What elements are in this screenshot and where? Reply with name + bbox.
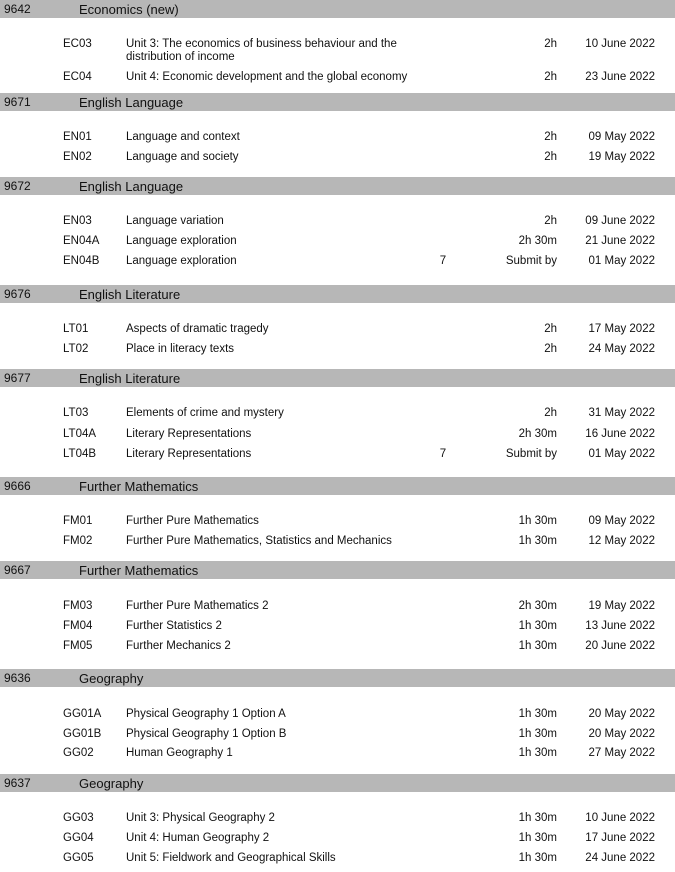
paper-date: 20 June 2022 xyxy=(585,640,655,652)
section-header xyxy=(0,369,675,387)
paper-title: Literary Representations xyxy=(126,448,252,460)
section-code: 9667 xyxy=(4,563,31,577)
paper-date: 24 May 2022 xyxy=(588,343,655,355)
paper-duration: Submit by xyxy=(505,255,557,267)
table-row xyxy=(0,600,675,616)
paper-title: Physical Geography 1 Option A xyxy=(126,708,286,720)
paper-code: GG05 xyxy=(63,852,94,864)
paper-code: EN04A xyxy=(63,235,100,247)
section-code: 9677 xyxy=(4,371,31,385)
paper-code: GG01A xyxy=(63,708,102,720)
table-row xyxy=(0,448,675,464)
table-row xyxy=(0,747,675,763)
paper-code: LT03 xyxy=(63,407,89,419)
paper-date: 27 May 2022 xyxy=(588,747,655,759)
paper-code: LT04B xyxy=(63,448,97,460)
paper-date: 20 May 2022 xyxy=(588,708,655,720)
paper-code: GG01B xyxy=(63,728,102,740)
paper-date: 17 May 2022 xyxy=(588,323,655,335)
paper-date: 19 May 2022 xyxy=(588,600,655,612)
paper-code: GG03 xyxy=(63,812,94,824)
paper-duration: 1h 30m xyxy=(518,747,557,759)
section-code: 9636 xyxy=(4,671,31,685)
table-row xyxy=(0,151,675,167)
paper-marks: 7 xyxy=(439,448,447,460)
section-header xyxy=(0,669,675,687)
section-name: English Language xyxy=(79,179,184,194)
paper-duration: 2h xyxy=(544,131,557,143)
paper-code: EC04 xyxy=(63,71,92,83)
paper-title: Language exploration xyxy=(126,255,237,267)
table-row xyxy=(0,38,675,63)
paper-date: 17 June 2022 xyxy=(585,832,655,844)
paper-code: FM02 xyxy=(63,535,93,547)
paper-title: Language and society xyxy=(126,151,239,163)
paper-code: EN02 xyxy=(63,151,92,163)
table-row xyxy=(0,620,675,636)
table-row xyxy=(0,323,675,339)
section-code: 9642 xyxy=(4,2,31,16)
paper-duration: 2h xyxy=(544,71,557,83)
paper-date: 20 May 2022 xyxy=(588,728,655,740)
paper-code: EN01 xyxy=(63,131,92,143)
table-row xyxy=(0,215,675,231)
paper-title: Further Pure Mathematics, Statistics and Mechanics xyxy=(126,535,392,547)
section-name: English Literature xyxy=(79,371,181,386)
section-header xyxy=(0,774,675,792)
paper-date: 19 May 2022 xyxy=(588,151,655,163)
section-name: English Language xyxy=(79,95,184,110)
paper-title: Language variation xyxy=(126,215,224,227)
table-row xyxy=(0,235,675,251)
table-row xyxy=(0,343,675,359)
paper-duration: 2h xyxy=(544,343,557,355)
table-row xyxy=(0,535,675,551)
paper-code: EN03 xyxy=(63,215,92,227)
table-row xyxy=(0,728,675,744)
paper-duration: Submit by xyxy=(505,448,557,460)
paper-title: Further Pure Mathematics 2 xyxy=(126,600,269,612)
section-header xyxy=(0,93,675,111)
paper-title: Unit 4: Human Geography 2 xyxy=(126,832,270,844)
paper-title: Human Geography 1 xyxy=(126,747,233,759)
table-row xyxy=(0,708,675,724)
paper-title: Unit 3: Physical Geography 2 xyxy=(126,812,275,824)
paper-title: Aspects of dramatic tragedy xyxy=(126,323,269,335)
paper-duration: 1h 30m xyxy=(518,620,557,632)
section-header xyxy=(0,177,675,195)
paper-code: FM03 xyxy=(63,600,93,612)
paper-title: Literary Representations xyxy=(126,428,252,440)
section-header xyxy=(0,477,675,495)
section-code: 9666 xyxy=(4,479,31,493)
section-name: Further Mathematics xyxy=(79,479,199,494)
paper-duration: 1h 30m xyxy=(518,728,557,740)
paper-code: EN04B xyxy=(63,255,100,267)
paper-date: 09 June 2022 xyxy=(585,215,655,227)
paper-duration: 2h 30m xyxy=(518,235,557,247)
paper-duration: 2h xyxy=(544,215,557,227)
paper-date: 09 May 2022 xyxy=(588,131,655,143)
paper-date: 24 June 2022 xyxy=(585,852,655,864)
section-code: 9672 xyxy=(4,179,31,193)
paper-date: 09 May 2022 xyxy=(588,515,655,527)
paper-date: 01 May 2022 xyxy=(588,255,655,267)
paper-code: LT04A xyxy=(63,428,97,440)
section-code: 9671 xyxy=(4,95,31,109)
paper-title: Unit 3: The economics of business behaviour and the distribution of income xyxy=(126,38,397,63)
paper-code: FM01 xyxy=(63,515,93,527)
paper-marks: 7 xyxy=(439,255,447,267)
section-name: Geography xyxy=(79,671,144,686)
paper-date: 23 June 2022 xyxy=(585,71,655,83)
section-name: Further Mathematics xyxy=(79,563,199,578)
table-row xyxy=(0,71,675,87)
paper-duration: 1h 30m xyxy=(518,812,557,824)
paper-duration: 2h 30m xyxy=(518,600,557,612)
paper-title: Language exploration xyxy=(126,235,237,247)
paper-code: LT02 xyxy=(63,343,89,355)
paper-duration: 1h 30m xyxy=(518,640,557,652)
paper-title: Place in literacy texts xyxy=(126,343,235,355)
paper-duration: 1h 30m xyxy=(518,832,557,844)
paper-duration: 1h 30m xyxy=(518,515,557,527)
paper-title: Physical Geography 1 Option B xyxy=(126,728,287,740)
paper-title: Unit 4: Economic development and the global economy xyxy=(126,71,408,83)
table-row xyxy=(0,255,675,271)
table-row xyxy=(0,407,675,423)
paper-duration: 1h 30m xyxy=(518,852,557,864)
paper-title: Further Pure Mathematics xyxy=(126,515,259,527)
section-code: 9637 xyxy=(4,776,31,790)
table-row xyxy=(0,640,675,656)
section-header xyxy=(0,285,675,303)
section-header xyxy=(0,561,675,579)
section-name: English Literature xyxy=(79,287,181,302)
paper-title: Language and context xyxy=(126,131,240,143)
paper-duration: 1h 30m xyxy=(518,535,557,547)
paper-title: Further Statistics 2 xyxy=(126,620,222,632)
section-name: Economics (new) xyxy=(79,2,179,17)
table-row xyxy=(0,515,675,531)
paper-duration: 1h 30m xyxy=(518,708,557,720)
paper-date: 10 June 2022 xyxy=(585,38,655,50)
table-row xyxy=(0,852,675,868)
paper-date: 16 June 2022 xyxy=(585,428,655,440)
paper-code: FM05 xyxy=(63,640,93,652)
paper-duration: 2h xyxy=(544,407,557,419)
paper-code: GG04 xyxy=(63,832,94,844)
section-name: Geography xyxy=(79,776,144,791)
paper-title: Further Mechanics 2 xyxy=(126,640,231,652)
paper-date: 21 June 2022 xyxy=(585,235,655,247)
paper-date: 13 June 2022 xyxy=(585,620,655,632)
paper-date: 01 May 2022 xyxy=(588,448,655,460)
paper-date: 31 May 2022 xyxy=(588,407,655,419)
table-row xyxy=(0,131,675,147)
table-row xyxy=(0,812,675,828)
paper-duration: 2h xyxy=(544,38,557,50)
table-row xyxy=(0,428,675,444)
paper-duration: 2h xyxy=(544,151,557,163)
paper-title: Unit 5: Fieldwork and Geographical Skills xyxy=(126,852,336,864)
paper-code: GG02 xyxy=(63,747,94,759)
paper-code: LT01 xyxy=(63,323,89,335)
table-row xyxy=(0,832,675,848)
section-header xyxy=(0,0,675,18)
paper-code: EC03 xyxy=(63,38,92,50)
paper-date: 12 May 2022 xyxy=(588,535,655,547)
section-code: 9676 xyxy=(4,287,31,301)
paper-duration: 2h xyxy=(544,323,557,335)
paper-title: Elements of crime and mystery xyxy=(126,407,284,419)
paper-code: FM04 xyxy=(63,620,93,632)
paper-duration: 2h 30m xyxy=(518,428,557,440)
paper-date: 10 June 2022 xyxy=(585,812,655,824)
